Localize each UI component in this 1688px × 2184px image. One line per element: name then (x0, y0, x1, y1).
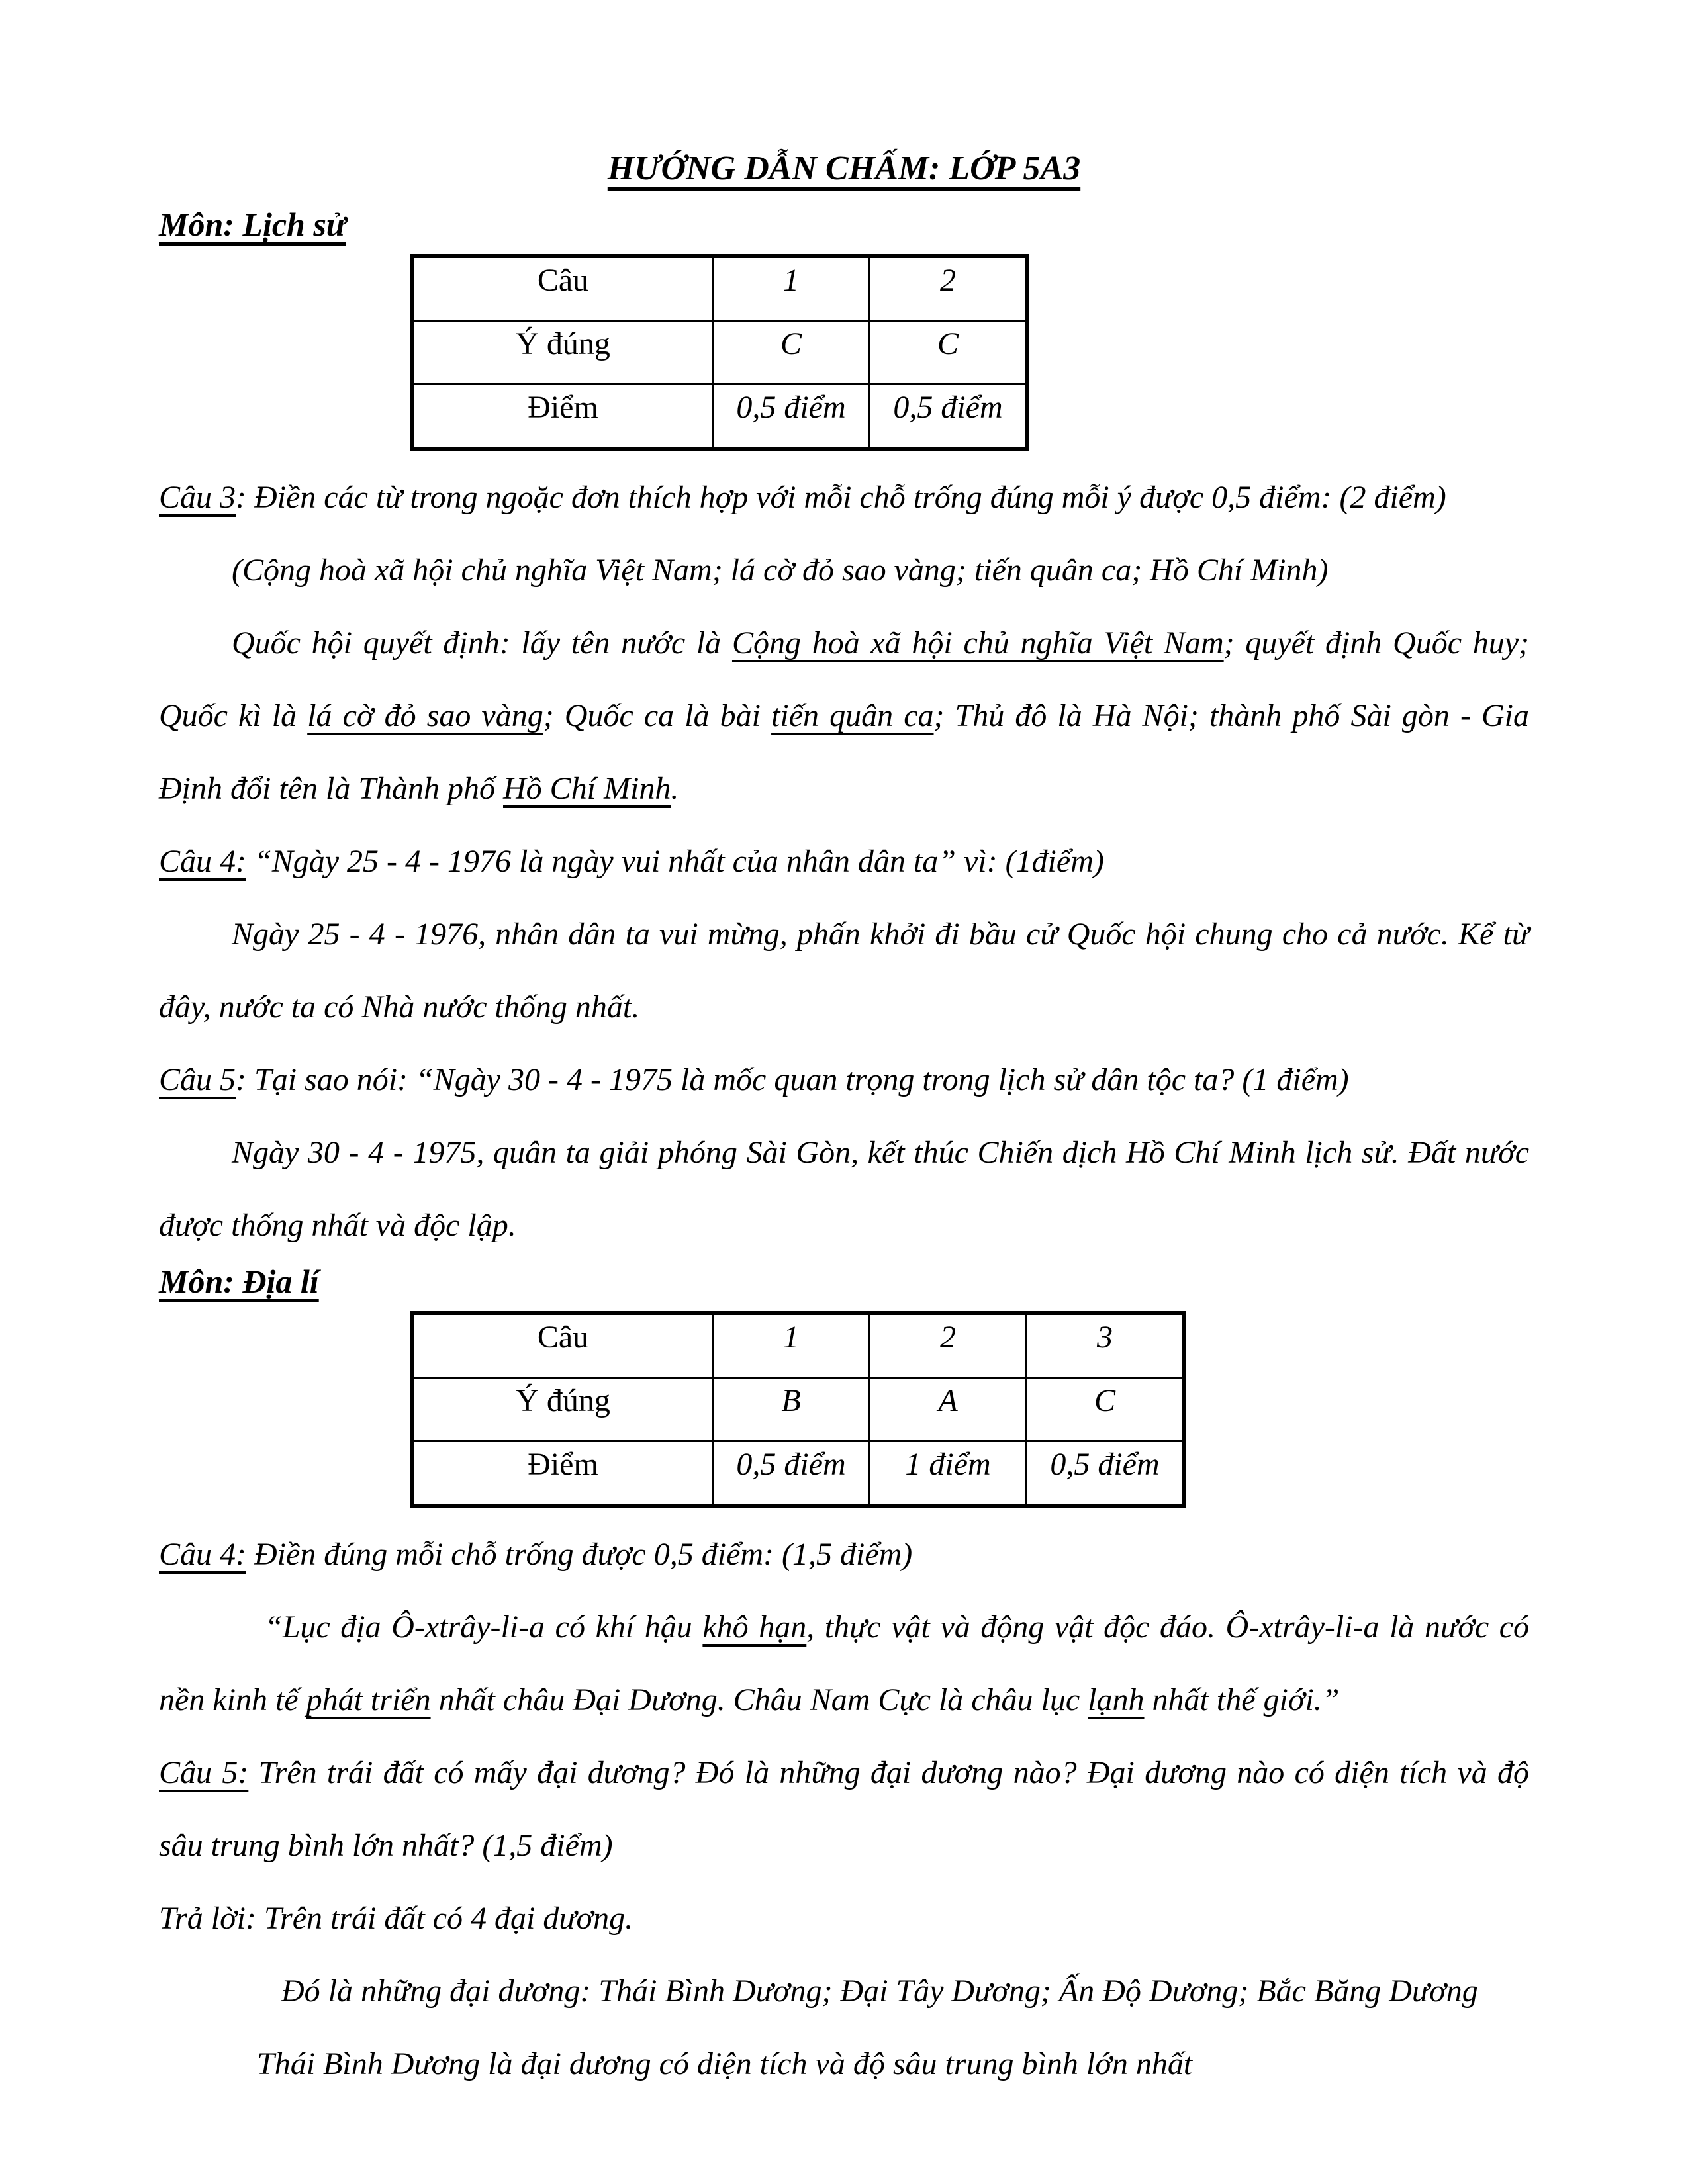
answer-text: Trả lời: Trên trái đất có 4 đại dương. (159, 1901, 633, 1936)
options-text: (Cộng hoà xã hội chủ nghĩa Việt Nam; lá cờ đỏ sao vàng; tiến quân ca; Hồ Chí Minh) (232, 553, 1329, 588)
answer-text: “Lục địa Ô-xtrây-li-a có khí hậu (265, 1610, 703, 1645)
table-row (412, 1313, 1184, 1378)
answer-cell: 3 (1027, 1313, 1185, 1378)
answer-text: , thực vật và động vật độc đáo. Ô-xtrây-li-a là nước có nền kinh tế (159, 1610, 1530, 1717)
row-label-cell: Điểm (412, 385, 713, 449)
paragraph-history-answer4 (159, 898, 1529, 1044)
paragraph-geography-cau5 (159, 1737, 1529, 1882)
answer-text: Ngày 25 - 4 - 1976, nhân dân ta vui mừng, phấn khởi đi bầu cử Quốc hội chung cho cả nước. Kể từ đây, nước ta có Nhà nước thống nhất. (159, 917, 1529, 1024)
answer-cell: 0,5 điểm (713, 1441, 870, 1506)
subject-heading-history (159, 205, 1529, 244)
subject-heading-geography (159, 1262, 1529, 1300)
answer-text: ; quyết định Quốc huy; Quốc kì là (159, 625, 1529, 733)
answer-text: nhất thế giới.” (1144, 1682, 1340, 1717)
answer-key-table-history (410, 254, 1029, 451)
paragraph-history-cau3 (159, 461, 1529, 534)
row-label-cell: Ý đúng (412, 1378, 713, 1441)
table-row (412, 1441, 1184, 1506)
answer-cell: C (870, 321, 1028, 385)
question-text: “Ngày 25 - 4 - 1976 là ngày vui nhất của nhân dân ta” vì: (1điểm) (246, 844, 1104, 879)
answer-cell: A (870, 1378, 1027, 1441)
paragraph-geography-cau4 (159, 1518, 1529, 1591)
question-label: Câu 5: (159, 1755, 249, 1790)
answer-cell: C (1027, 1378, 1185, 1441)
row-label-cell: Ý đúng (412, 321, 713, 385)
question-label: Câu 5 (159, 1062, 236, 1097)
question-text: Điền đúng mỗi chỗ trống được 0,5 điểm: (1,5 điểm) (246, 1537, 913, 1572)
answer-text: Quốc hội quyết định: lấy tên nước là (232, 625, 732, 660)
subject-heading-geography-text: Môn: Địa lí (159, 1263, 319, 1300)
paragraph-geography-answer4 (159, 1591, 1529, 1737)
answer-blank-filled: tiến quân ca (771, 698, 934, 733)
answer-blank-filled: lạnh (1088, 1682, 1145, 1717)
subject-heading-history-text: Môn: Lịch sử (159, 206, 346, 243)
answer-blank-filled: Hồ Chí Minh (503, 771, 671, 806)
answer-blank-filled: khô hạn (702, 1610, 807, 1645)
answer-blank-filled: phát triển (306, 1682, 431, 1717)
answer-cell: 2 (870, 256, 1028, 321)
question-label: Câu 4: (159, 1537, 246, 1572)
answer-text: Ngày 30 - 4 - 1975, quân ta giải phóng Sài Gòn, kết thúc Chiến dịch Hồ Chí Minh lịch sử. Đất nước được thống nhất và độc lập. (159, 1135, 1529, 1243)
answer-cell: 0,5 điểm (870, 385, 1028, 449)
paragraph-geography-answer5-final (159, 2028, 1529, 2101)
row-label-cell: Câu (412, 256, 713, 321)
paragraph-history-cau4 (159, 825, 1529, 898)
question-label: Câu 3 (159, 480, 236, 515)
document-title (159, 149, 1529, 188)
answer-blank-filled: lá cờ đỏ sao vàng (307, 698, 543, 733)
answer-cell: B (713, 1378, 870, 1441)
answer-text: Đó là những đại dương: Thái Bình Dương; Đại Tây Dương; Ấn Độ Dương; Bắc Băng Dương (281, 1974, 1478, 2009)
row-label-cell: Điểm (412, 1441, 713, 1506)
answer-cell: 0,5 điểm (1027, 1441, 1185, 1506)
answer-cell: 1 (713, 256, 870, 321)
table-row (412, 321, 1027, 385)
row-label-cell: Câu (412, 1313, 713, 1378)
paragraph-history-answer3 (159, 607, 1529, 825)
answer-key-table-geography (410, 1311, 1186, 1508)
table-row (412, 385, 1027, 449)
answer-text: . (671, 771, 679, 806)
table-row (412, 256, 1027, 321)
question-text: : Tại sao nói: “Ngày 30 - 4 - 1975 là mốc quan trọng trong lịch sử dân tộc ta? (1 điểm) (236, 1062, 1349, 1097)
answer-cell: 1 (713, 1313, 870, 1378)
paragraph-geography-answer5-list (159, 1955, 1529, 2028)
paragraph-history-cau5 (159, 1044, 1529, 1116)
answer-cell: C (713, 321, 870, 385)
answer-blank-filled: Cộng hoà xã hội chủ nghĩa Việt Nam (731, 625, 1224, 660)
answer-cell: 1 điểm (870, 1441, 1027, 1506)
answer-cell: 0,5 điểm (713, 385, 870, 449)
question-text: Trên trái đất có mấy đại dương? Đó là những đại dương nào? Đại dương nào có diện tích và độ sâu trung bình lớn nhất? (1,5 điểm) (159, 1755, 1529, 1863)
answer-text: ; Thủ đô là Hà Nội; thành phố Sài gòn - Gia Định đổi tên là Thành phố (159, 698, 1530, 806)
answer-text: nhất châu Đại Dương. Châu Nam Cực là châu lục (430, 1682, 1088, 1717)
question-text: : Điền các từ trong ngoặc đơn thích hợp với mỗi chỗ trống đúng mỗi ý được 0,5 điểm: (2 điểm) (236, 480, 1446, 515)
document-title-text: HƯỚNG DẪN CHẤM: LỚP 5A3 (607, 150, 1081, 187)
question-label: Câu 4: (159, 844, 246, 879)
answer-text: ; Quốc ca là bài (543, 698, 772, 733)
table-row (412, 1378, 1184, 1441)
paragraph-history-options (159, 534, 1529, 607)
paragraph-geography-answer5-intro (159, 1882, 1529, 1955)
paragraph-history-answer5 (159, 1116, 1529, 1262)
answer-text: Thái Bình Dương là đại dương có diện tích và độ sâu trung bình lớn nhất (257, 2046, 1193, 2081)
answer-cell: 2 (870, 1313, 1027, 1378)
